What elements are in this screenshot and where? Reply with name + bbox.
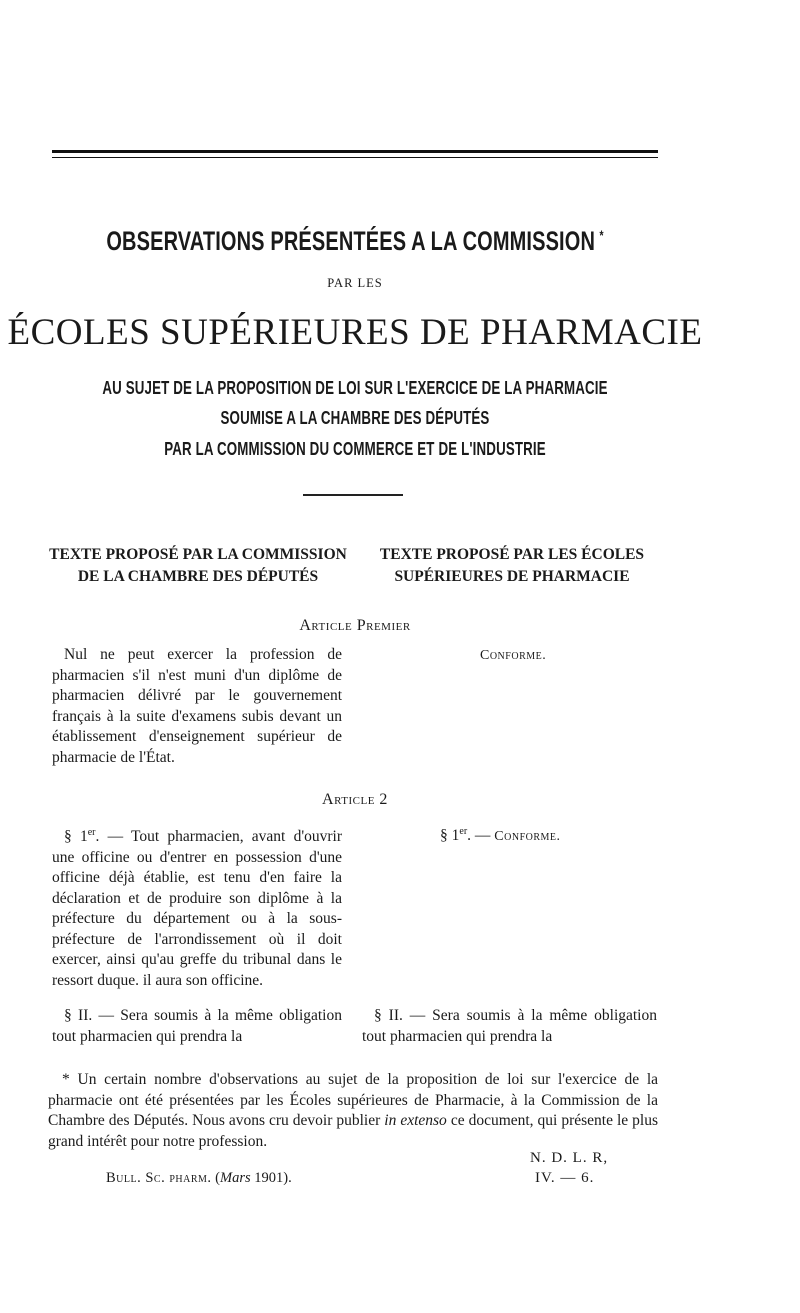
right-heading-line-2: SUPÉRIEURES DE PHARMACIE	[394, 568, 630, 585]
p1-left-num: § 1	[64, 828, 88, 846]
article-1-right-text: Conforme.	[480, 648, 547, 663]
footnote-text-2: ce document, qui présente le plus grand intérêt pour notre profession.	[48, 1112, 659, 1150]
footnote	[48, 1070, 658, 1152]
top-rule-thick	[52, 150, 658, 153]
footer-bull: Bull. Sc. pharm.	[106, 1170, 212, 1186]
article-1-heading: Article Premier	[299, 617, 411, 634]
footer-citation	[106, 1170, 292, 1187]
p1-right-num: § 1	[440, 827, 460, 845]
title-footnote-mark: *	[599, 227, 604, 243]
article-2-p1-right	[440, 826, 561, 845]
p1-right-sup: er	[459, 826, 468, 837]
top-rule-thin	[52, 157, 658, 158]
footer-month: Mars	[220, 1170, 251, 1186]
subtitle-line-1: AU SUJET DE LA PROPOSITION DE LOI SUR L'EXERCICE DE LA PHARMACIE	[102, 378, 608, 398]
right-column-heading	[362, 544, 662, 588]
article-1-left-text: Nul ne peut exercer la profession de pharmacien s'il n'est muni d'un diplôme de pharmacien délivré par le gouvernement français à la suite d'examens subis devant un établissement d'enseignement supérieur de pharmacie de l'État.	[52, 646, 342, 766]
p1-right-dash: . —	[467, 827, 491, 845]
subtitle-line-3: PAR LA COMMISSION DU COMMERCE ET DE L'INDUSTRIE	[164, 439, 546, 459]
left-heading-line-1: TEXTE PROPOSÉ PAR LA COMMISSION	[49, 546, 347, 563]
main-title: ÉCOLES SUPÉRIEURES DE PHARMACIE	[7, 312, 703, 353]
right-heading-line-1: TEXTE PROPOSÉ PAR LES ÉCOLES	[379, 546, 645, 563]
article-2-p2-right: § II. — Sera soumis à la même obligation tout pharmacien qui prendra la	[362, 1007, 657, 1045]
article-2-heading: Article 2	[322, 791, 388, 808]
footnote-signature: N. D. L. R,	[530, 1150, 609, 1166]
footnote-mark: *	[62, 1071, 70, 1088]
footnote-italic: in extenso	[384, 1112, 447, 1129]
separator-rule	[303, 494, 403, 496]
subtitle-line-2: SOUMISE A LA CHAMBRE DES DÉPUTÉS	[220, 408, 490, 428]
article-2-p1-left	[52, 823, 342, 991]
left-heading-line-2: DE LA CHAMBRE DES DÉPUTÉS	[77, 568, 319, 585]
footnote-text-1: Un certain nombre d'observations au sujet de la proposition de loi sur l'exercice de la pharmacie ont été présentées par les Écoles supérieures de Pharmacie, à la Commission de la Chambre des Députés. Nous avons cru devoir publier	[48, 1071, 658, 1129]
document-title: OBSERVATIONS PRÉSENTÉES A LA COMMISSION *	[106, 226, 604, 256]
footer-folio: IV. — 6.	[535, 1170, 595, 1186]
p1-left-body: . — Tout pharmacien, avant d'ouvrir une officine ou d'entrer en possession d'une officine déjà établie, est tenu d'en faire la déclaration et de produire son diplôme à la préfecture du département ou à la sous-préfecture de l'arrondissement où il doit exercer, ainsi qu'au greffe du tribunal dans le ressort duque. il aura son officine.	[52, 828, 342, 989]
p1-left-sup: er	[87, 827, 96, 838]
p1-right-conforme: Conforme.	[494, 829, 561, 845]
footer-year: 1901).	[254, 1170, 292, 1186]
footer-date-open: (	[215, 1170, 221, 1186]
article-2-p2-left: § II. — Sera soumis à la même obligation tout pharmacien qui prendra la	[52, 1007, 342, 1045]
par-les: PAR LES	[327, 276, 383, 290]
left-column-heading	[48, 544, 348, 588]
